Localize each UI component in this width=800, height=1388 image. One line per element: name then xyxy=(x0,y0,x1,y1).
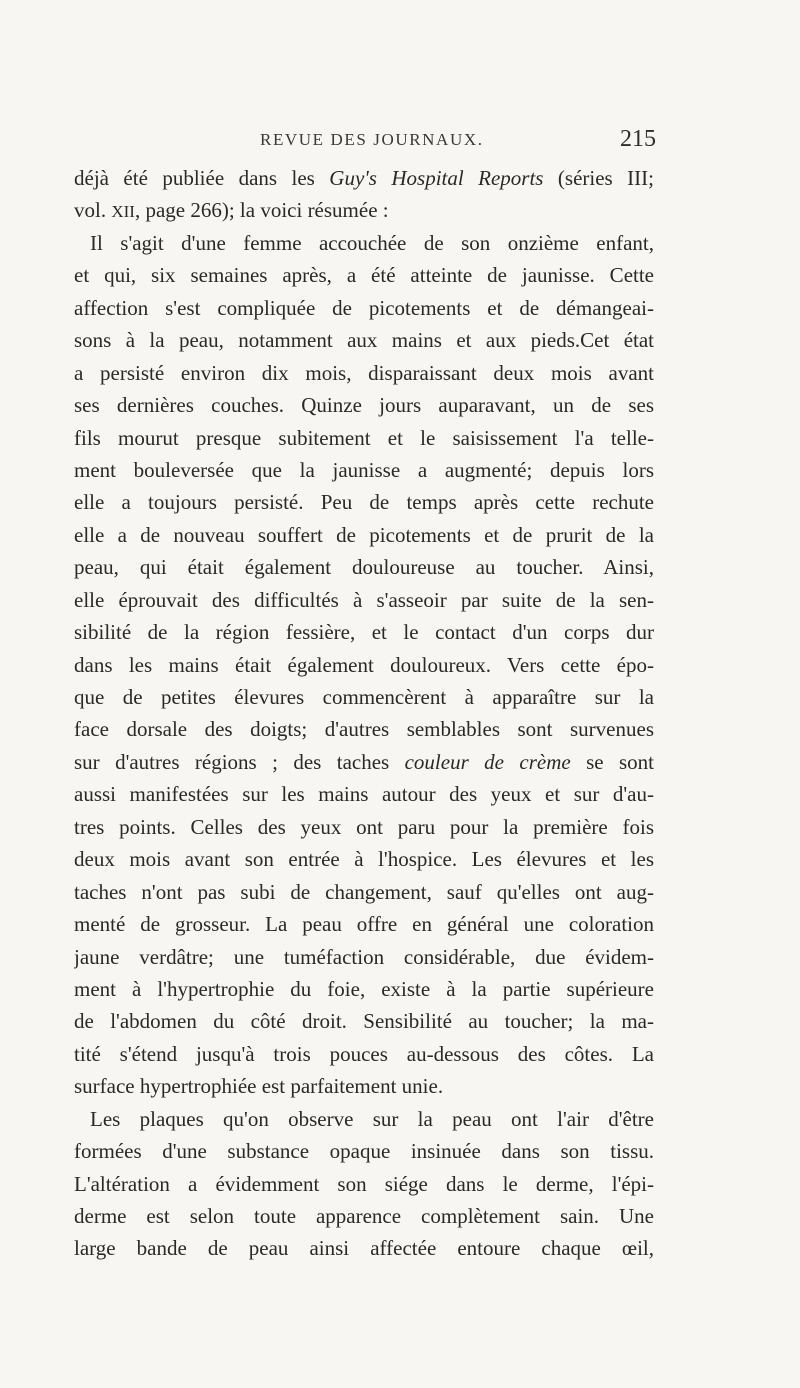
text-line: Les plaques qu'on observe sur la peau ont l'air d'être xyxy=(90,1106,654,1131)
text-line: déjà été publiée dans les Guy's Hospital Reports (séries III; xyxy=(74,166,654,190)
text-line: elle a de nouveau souffert de picotements et de prurit de la xyxy=(74,522,654,547)
text-line: de l'abdomen du côté droit. Sensibilité au toucher; la ma- xyxy=(74,1009,654,1034)
text-line: derme est selon toute apparence complètement sain. Une xyxy=(74,1204,654,1228)
text-line: formées d'une substance opaque insinuée dans son tissu. xyxy=(74,1139,654,1164)
text-line: sur d'autres régions ; des taches couleur de crème se sont xyxy=(74,749,654,774)
text-line: dans les mains était également douloureux. Vers cette épo- xyxy=(74,652,654,677)
text-line: deux mois avant son entrée à l'hospice. Les élevures et les xyxy=(74,847,654,872)
text-line: taches n'ont pas subi de changement, sauf qu'elles ont aug- xyxy=(74,879,654,904)
text-line: large bande de peau ainsi affectée entoure chaque œil, xyxy=(74,1236,654,1261)
text-line: elle a toujours persisté. Peu de temps après cette rechute xyxy=(74,490,654,515)
text-line: elle éprouvait des difficultés à s'asseoir par suite de la sen- xyxy=(74,587,654,612)
text-line: que de petites élevures commencèrent à apparaître sur la xyxy=(74,685,654,709)
text-line: L'altération a évidemment son siége dans le derme, l'épi- xyxy=(74,1171,654,1196)
text-line: sibilité de la région fessière, et le contact d'un corps dur xyxy=(74,620,654,645)
running-head xyxy=(74,128,654,158)
italic-phrase: couleur de crème xyxy=(404,749,571,774)
text-line: surface hypertrophiée est parfaitement unie. xyxy=(74,1074,444,1099)
text-line: jaune verdâtre; une tuméfaction considérable, due évidem- xyxy=(74,944,654,969)
text-line: Il s'agit d'une femme accouchée de son onzième enfant, xyxy=(90,230,654,255)
text-line: ses dernières couches. Quinze jours auparavant, un de ses xyxy=(74,393,654,418)
text-line: tité s'étend jusqu'à trois pouces au-dessous des côtes. La xyxy=(74,1041,654,1066)
page-number: 215 xyxy=(620,126,656,152)
body-text xyxy=(74,162,654,1265)
journal-title: Guy's Hospital Reports xyxy=(329,166,544,190)
text-line: ment bouleversée que la jaunisse a augmenté; depuis lors xyxy=(74,457,654,482)
text-line: sons à la peau, notamment aux mains et aux pieds.Cet état xyxy=(74,328,654,353)
text-line: face dorsale des doigts; d'autres semblables sont survenues xyxy=(74,717,654,742)
text-line: ment à l'hypertrophie du foie, existe à la partie supérieure xyxy=(74,976,654,1001)
text-line: peau, qui était également douloureuse au toucher. Ainsi, xyxy=(74,555,654,580)
volume-number: XII xyxy=(111,202,135,222)
text-line: tres points. Celles des yeux ont paru pour la première fois xyxy=(74,814,654,839)
text-line: aussi manifestées sur les mains autour des yeux et sur d'au- xyxy=(74,782,654,807)
text-line: et qui, six semaines après, a été atteinte de jaunisse. Cette xyxy=(74,263,654,288)
text-line: affection s'est compliquée de picotements et de démangeai- xyxy=(74,295,654,320)
text-line: a persisté environ dix mois, disparaissant deux mois avant xyxy=(74,360,654,385)
text-line: vol. XII, page 266); la voici résumée : xyxy=(74,198,389,223)
text-line: fils mourut presque subitement et le saisissement l'a telle- xyxy=(74,425,654,450)
text-line: menté de grosseur. La peau offre en général une coloration xyxy=(74,912,654,937)
running-head-title: REVUE DES JOURNAUX. xyxy=(260,130,484,149)
